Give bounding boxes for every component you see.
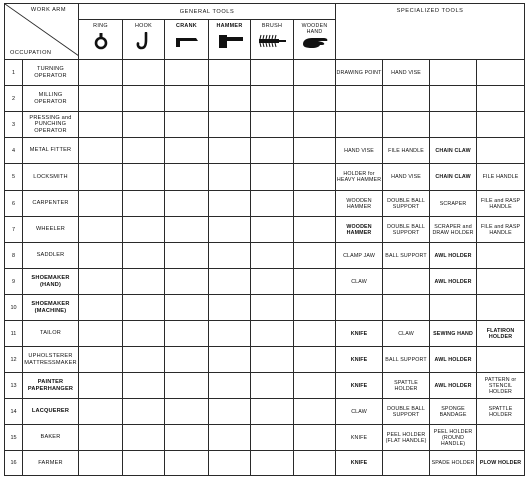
crank-icon [172,32,202,50]
specialized-tool-cell: CHAIN CLAW [430,138,477,164]
general-tool-cell [294,321,336,347]
general-tool-cell [251,217,294,243]
table-row [5,164,525,191]
specialized-tool-cell: PEEL HOLDER (FLAT HANDLE) [383,425,430,451]
row-number: 3 [5,112,23,138]
table-row [5,243,525,269]
general-tool-cell [209,217,251,243]
occupation-cell: FARMER [23,451,79,476]
general-tool-cell [79,425,123,451]
specialized-tool-cell [430,112,477,138]
general-tool-cell [123,243,165,269]
row-number: 12 [5,347,23,373]
specialized-tool-cell: SPATTLE HOLDER [383,373,430,399]
table-row [5,112,525,138]
general-tool-cell [251,425,294,451]
table-body [5,60,525,476]
general-tool-cell [123,86,165,112]
general-tool-cell [165,191,209,217]
table-row [5,295,525,321]
general-tool-cell [294,425,336,451]
occupation-cell: CARPENTER [23,191,79,217]
specialized-tool-cell [336,112,383,138]
table-row [5,321,525,347]
row-number: 9 [5,269,23,295]
occupation-cell: UPHOLSTERER MATTRESSMAKER [23,347,79,373]
general-tool-cell [165,451,209,476]
corner-header-cell [5,4,79,60]
specialized-tool-cell: DRAWING POINT [336,60,383,86]
specialized-tool-cell: KNIFE [336,451,383,476]
table-row [5,269,525,295]
general-tool-cell [79,60,123,86]
row-number: 14 [5,399,23,425]
occupation-cell: TURNING OPERATOR [23,60,79,86]
table-row [5,373,525,399]
row-number: 5 [5,164,23,191]
general-tool-cell [209,373,251,399]
general-tool-cell [251,347,294,373]
general-tool-cell [294,399,336,425]
specialized-tool-cell: DOUBLE BALL SUPPORT [383,217,430,243]
specialized-tool-cell [430,86,477,112]
general-tool-cell [251,399,294,425]
occupation-cell: PRESSING and PUNCHING OPERATOR [23,112,79,138]
general-tool-cell [123,373,165,399]
specialized-tool-cell: CLAW [383,321,430,347]
table-row [5,451,525,476]
tool-wooden-hand-label-1: WOODEN [301,23,328,29]
work-arm-table-sheet [4,3,524,486]
specialized-tool-cell: PATTERN or STENCIL HOLDER [477,373,525,399]
general-tool-cell [165,112,209,138]
tool-wooden-hand-header [294,20,336,60]
specialized-tool-cell: DOUBLE BALL SUPPORT [383,191,430,217]
general-tool-cell [79,217,123,243]
specialized-tool-cell [477,347,525,373]
general-tool-cell [123,451,165,476]
general-tool-cell [123,295,165,321]
general-tool-cell [79,321,123,347]
work-arm-label: WORK ARM [30,7,66,13]
tool-hammer-header [209,20,251,60]
row-number: 4 [5,138,23,164]
general-tool-cell [165,425,209,451]
hook-icon [134,32,154,50]
general-tool-cell [79,191,123,217]
specialized-tool-cell: FILE and RASP HANDLE [477,217,525,243]
occupation-cell: LACQUERER [23,399,79,425]
row-number: 16 [5,451,23,476]
general-tool-cell [123,217,165,243]
general-tool-cell [294,112,336,138]
general-tool-cell [165,217,209,243]
tool-crank-header [165,20,209,60]
general-tool-cell [209,138,251,164]
specialized-tool-cell: DOUBLE BALL SUPPORT [383,399,430,425]
specialized-tool-cell: SEWING HAND [430,321,477,347]
hammer-icon [215,32,245,50]
general-tool-cell [165,269,209,295]
row-number: 13 [5,373,23,399]
general-tool-cell [209,451,251,476]
brush-icon [256,32,288,50]
tool-hook-header [123,20,165,60]
specialized-tool-cell: HAND VISE [336,138,383,164]
specialized-tool-cell [383,269,430,295]
general-tool-cell [79,347,123,373]
specialized-tool-cell [477,60,525,86]
general-tool-cell [209,243,251,269]
tool-hammer-label: HAMMER [216,23,243,29]
general-tool-cell [123,112,165,138]
general-tool-cell [251,321,294,347]
work-arm-table [4,3,525,476]
specialized-tool-cell: AWL HOLDER [430,373,477,399]
general-tool-cell [79,399,123,425]
general-tool-cell [165,347,209,373]
general-tool-cell [251,164,294,191]
general-tool-cell [123,321,165,347]
general-tool-cell [209,60,251,86]
general-tool-cell [251,60,294,86]
general-tool-cell [123,164,165,191]
general-tool-cell [294,191,336,217]
tool-hook-label: HOOK [134,23,153,29]
general-tool-cell [123,191,165,217]
general-tool-cell [209,425,251,451]
general-tool-cell [294,60,336,86]
specialized-tool-cell [477,425,525,451]
table-row [5,217,525,243]
general-tool-cell [209,399,251,425]
occupation-cell: MILLING OPERATOR [23,86,79,112]
table-row [5,399,525,425]
general-tool-cell [209,86,251,112]
general-tool-cell [251,138,294,164]
general-tool-cell [79,112,123,138]
tool-crank-label: CRANK [176,23,197,29]
specialized-tool-cell [383,86,430,112]
specialized-tool-cell: CLAW [336,399,383,425]
general-tool-cell [79,451,123,476]
table-row [5,60,525,86]
general-tool-cell [294,217,336,243]
occupation-cell: METAL FITTER [23,138,79,164]
general-tool-cell [165,243,209,269]
specialized-tool-cell: KNIFE [336,373,383,399]
general-tool-cell [294,86,336,112]
occupation-cell: LOCKSMITH [23,164,79,191]
general-tool-cell [251,269,294,295]
general-tool-cell [79,295,123,321]
general-tool-cell [251,191,294,217]
tool-ring-header [79,20,123,60]
specialized-tool-cell: SCRAPER and DRAW HOLDER [430,217,477,243]
specialized-tool-cell: PLOW HOLDER [477,451,525,476]
general-tool-cell [294,138,336,164]
specialized-tool-cell: HAND VISE [383,164,430,191]
specialized-tool-cell: CHAIN CLAW [430,164,477,191]
specialized-tool-cell: FLATIRON HOLDER [477,321,525,347]
general-tool-cell [251,112,294,138]
occupation-cell: SHOEMAKER (HAND) [23,269,79,295]
general-tool-cell [165,164,209,191]
specialized-tool-cell [383,295,430,321]
row-number: 15 [5,425,23,451]
row-number: 7 [5,217,23,243]
specialized-tool-cell: CLAMP JAW [336,243,383,269]
row-number: 1 [5,60,23,86]
specialized-tool-cell: SPONGE BANDAGE [430,399,477,425]
general-tool-cell [209,191,251,217]
general-tool-cell [79,373,123,399]
occupation-cell: WHEELER [23,217,79,243]
general-tool-cell [123,425,165,451]
general-tool-cell [294,347,336,373]
tool-brush-header [251,20,294,60]
row-number: 2 [5,86,23,112]
general-tool-cell [294,269,336,295]
general-tool-cell [165,373,209,399]
specialized-tool-cell [430,60,477,86]
row-number: 8 [5,243,23,269]
general-tools-header: GENERAL TOOLS [79,4,336,20]
tool-ring-label: RING [93,23,108,29]
occupation-cell: SADDLER [23,243,79,269]
row-number: 10 [5,295,23,321]
specialized-tool-cell: AWL HOLDER [430,347,477,373]
general-tool-cell [209,347,251,373]
specialized-tool-cell: BALL SUPPORT [383,243,430,269]
general-tool-cell [209,269,251,295]
occupation-cell: BAKER [23,425,79,451]
specialized-tool-cell [383,451,430,476]
general-tool-cell [79,86,123,112]
table-row [5,138,525,164]
general-tool-cell [165,321,209,347]
specialized-tool-cell: BALL SUPPORT [383,347,430,373]
general-tool-cell [123,138,165,164]
specialized-tool-cell: FILE HANDLE [383,138,430,164]
general-tool-cell [165,60,209,86]
specialized-tool-cell: KNIFE [336,321,383,347]
specialized-tool-cell [477,112,525,138]
general-tool-cell [123,347,165,373]
general-tool-cell [79,243,123,269]
general-tool-cell [294,164,336,191]
specialized-tool-cell [430,295,477,321]
specialized-tool-cell: SCRAPER [430,191,477,217]
tool-wooden-hand-label-2: HAND [306,29,323,35]
tool-brush-label: BRUSH [261,23,283,29]
general-tool-cell [79,164,123,191]
general-tool-cell [209,321,251,347]
general-tool-cell [251,86,294,112]
occupation-cell: TAILOR [23,321,79,347]
row-number: 6 [5,191,23,217]
ring-icon [91,32,111,50]
general-tool-cell [79,269,123,295]
specialized-tool-cell: SPADE HOLDER [430,451,477,476]
general-tool-cell [294,373,336,399]
specialized-tool-cell: PEEL HOLDER (ROUND HANDLE) [430,425,477,451]
general-tool-cell [79,138,123,164]
occupation-label: OCCUPATION [10,50,52,56]
general-tool-cell [294,243,336,269]
general-tool-cell [123,269,165,295]
specialized-tool-cell: KNIFE [336,347,383,373]
specialized-tool-cell: HOLDER for HEAVY HAMMER [336,164,383,191]
table-row [5,425,525,451]
table-row [5,191,525,217]
specialized-tool-cell: AWL HOLDER [430,269,477,295]
specialized-tool-cell: CLAW [336,269,383,295]
general-tool-cell [209,164,251,191]
specialized-tool-cell: KNIFE [336,425,383,451]
specialized-tool-cell [383,112,430,138]
general-tool-cell [123,60,165,86]
specialized-tool-cell [336,86,383,112]
specialized-tool-cell [477,243,525,269]
general-tool-cell [251,451,294,476]
specialized-tool-cell: AWL HOLDER [430,243,477,269]
general-tool-cell [165,86,209,112]
occupation-cell: SHOEMAKER (MACHINE) [23,295,79,321]
specialized-tool-cell [336,295,383,321]
specialized-tool-cell: FILE and RASP HANDLE [477,191,525,217]
specialized-tool-cell [477,269,525,295]
general-tool-cell [209,295,251,321]
general-tool-cell [165,138,209,164]
general-tool-cell [251,373,294,399]
specialized-tool-cell [477,86,525,112]
specialized-tools-header: SPECIALIZED TOOLS [336,4,525,60]
specialized-tool-cell: FILE HANDLE [477,164,525,191]
specialized-tool-cell [477,295,525,321]
general-tool-cell [294,295,336,321]
specialized-tool-cell: SPATTLE HOLDER [477,399,525,425]
general-tool-cell [165,399,209,425]
table-row [5,86,525,112]
general-tool-cell [123,399,165,425]
specialized-tool-cell [477,138,525,164]
specialized-tool-cell: WOODEN HAMMER [336,191,383,217]
general-tool-cell [165,295,209,321]
general-tool-cell [209,112,251,138]
specialized-tool-cell: HAND VISE [383,60,430,86]
table-row [5,347,525,373]
specialized-tool-cell: WOODEN HAMMER [336,217,383,243]
general-tool-cell [251,243,294,269]
general-tool-cell [251,295,294,321]
wooden-hand-icon [300,35,330,49]
row-number: 11 [5,321,23,347]
occupation-cell: PAINTER PAPERHANGER [23,373,79,399]
general-tool-cell [294,451,336,476]
